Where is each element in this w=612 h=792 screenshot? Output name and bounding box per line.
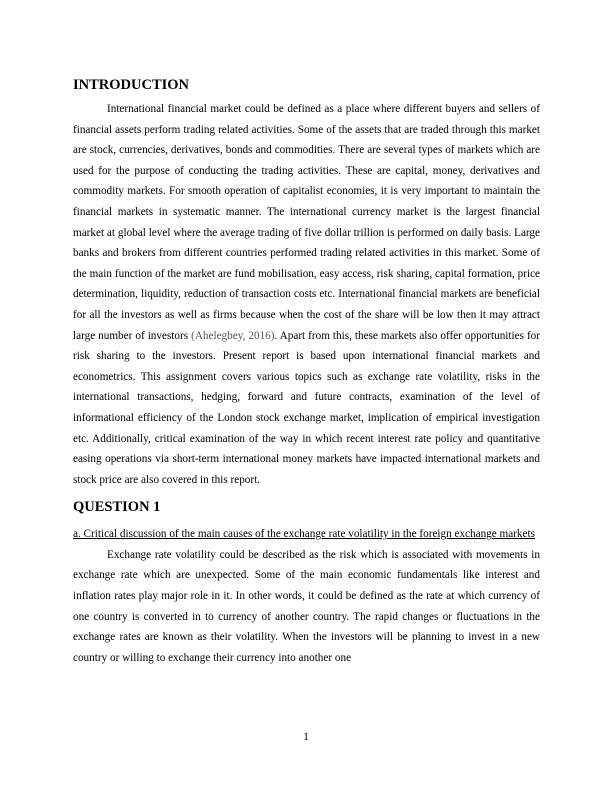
question-1-heading: QUESTION 1 (73, 499, 161, 516)
introduction-paragraph (73, 99, 540, 490)
citation-ahelegbey: (Ahelegbey, 2016) (191, 329, 275, 342)
introduction-heading: INTRODUCTION (73, 77, 190, 93)
page-content (73, 76, 540, 668)
introduction-text-part1: International financial market could be defined as a place where different buyers and sellers of financial assets perform trading related activities. Some of the assets that are traded through this market are stock, currencies, derivatives, bonds and commodities. There are several types of markets which are used for the purpose of conducting the trading activities. These are capital, money, derivatives and commodity markets. For smooth operation of capitalist economies, it is very important to maintain the financial markets in systematic manner. The international currency market is the largest financial market at global level where the average trading of five dollar trillion is performed on daily basis. Large banks and brokers from different countries performed trading related activities in this market. Some of the main function of the market are fund mobilisation, easy access, risk sharing, capital formation, price determination, liquidity, reduction of transaction costs etc. International financial markets are beneficial for all the investors as well as firms because when the cost of the share will be low then it may attract large number of investors (73, 103, 540, 342)
page-number: 1 (303, 731, 309, 743)
question-1a-paragraph: Exchange rate volatility could be described as the risk which is associated with movements in exchange rate which are unexpected. Some of the main economic fundamentals like interest and inflation rates play major role in it. In other words, it could be defined as the rate at which currency of one country is converted in to currency of another country. The rapid changes or fluctuations in the exchange rates are known as their volatility. When the investors will be planning to invest in a new country or willing to exchange their currency into another one (73, 548, 540, 664)
question-1a-subheading: a. Critical discussion of the main causes of the exchange rate volatility in the foreign exchange markets (73, 528, 535, 541)
introduction-text-part2: . Apart from this, these markets also offer opportunities for risk sharing to the investors. Present report is based upon international financial markets and econometrics. This assignment covers various topics such as exchange rate volatility, risks in the international transactions, hedging, forward and future contracts, examination of the level of informational efficiency of the London stock exchange market, implication of empirical investigation etc. Additionally, critical examination of the way in which recent interest rate policy and quantitative easing operations via short-term international money markets have impacted international markets and stock price are also covered in this report. (73, 329, 541, 486)
